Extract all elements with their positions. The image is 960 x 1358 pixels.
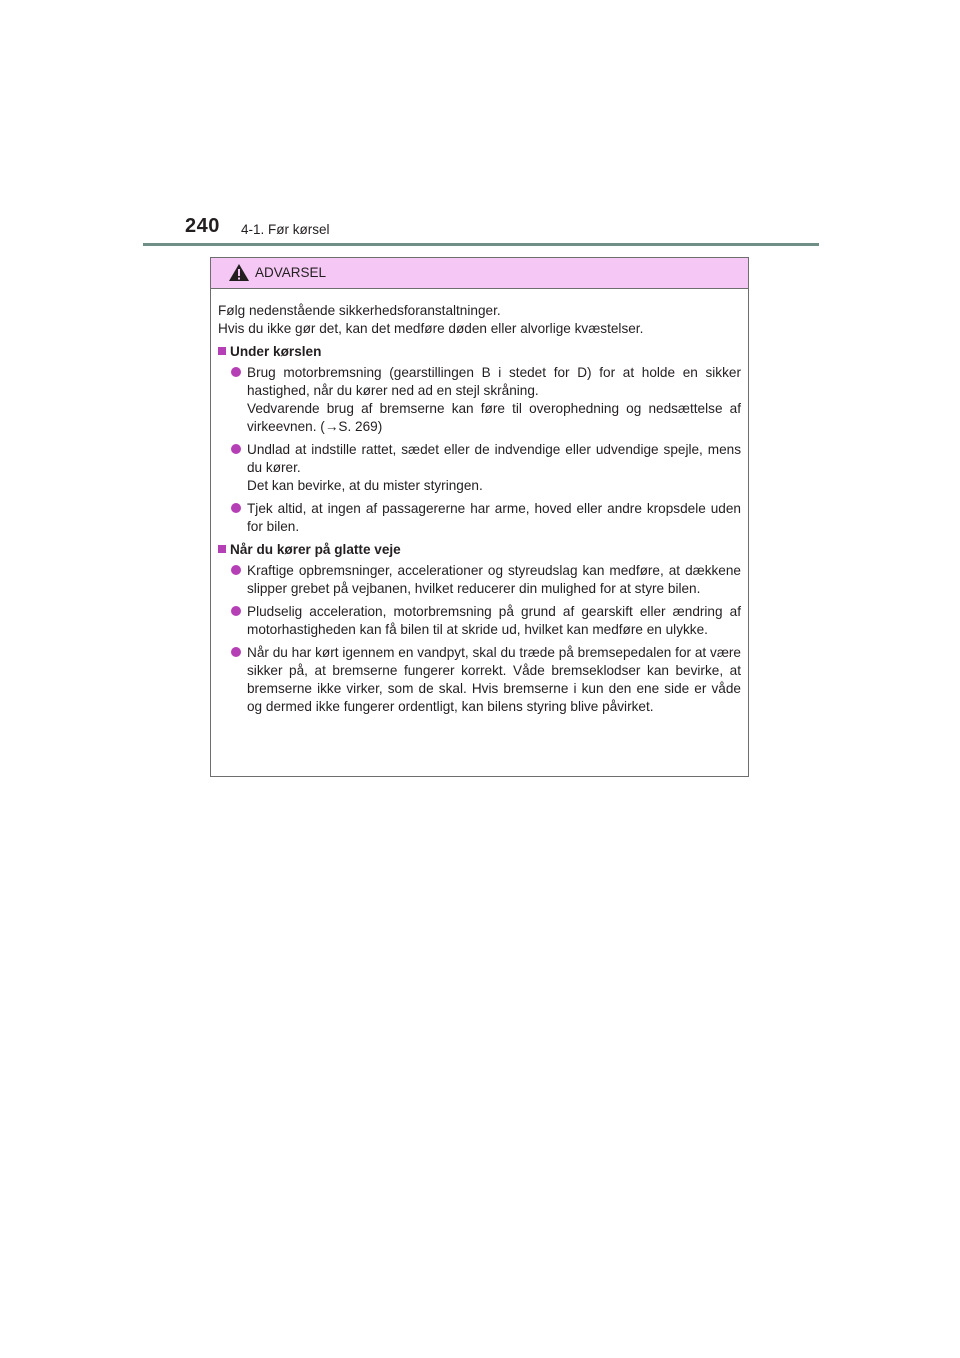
item-paragraph: Pludselig acceleration, motorbremsning på grund af gearskift eller ændring af motorhastigheden kan få bilen til at skride ud, hvilket kan medføre en ulykke. [247,604,741,637]
list-item [218,441,741,495]
page-number: 240 [185,215,220,237]
round-bullet-icon [231,367,241,377]
round-bullet-icon [231,606,241,616]
list-item [218,562,741,598]
section-heading [218,541,741,559]
section-driving [218,343,741,536]
square-bullet-icon [218,347,226,355]
section-heading-text: Når du kører på glatte veje [230,542,401,557]
warning-header [211,258,748,289]
section-title: 4-1. Før kørsel [241,222,330,237]
round-bullet-icon [231,647,241,657]
warning-title: ADVARSEL [255,265,327,280]
item-paragraph: Kraftige opbremsninger, accelerationer og styreudslag kan medføre, at dækkene slipper grebet på vejbanen, hvilket reducerer din mulighed for at styre bilen. [247,563,741,596]
warning-intro [218,302,741,338]
warning-box [210,257,749,777]
intro-line: Følg nedenstående sikkerhedsforanstaltninger. [218,303,501,318]
section-slippery-roads [218,541,741,716]
item-paragraph: Vedvarende brug af bremserne kan føre til overophedning og nedsættelse af virkeevnen. (→S. 269) [247,401,741,434]
warning-triangle-icon [228,263,250,282]
list-item [218,500,741,536]
item-paragraph: Undlad at indstille rattet, sædet eller de indvendige eller udvendige spejle, mens du kører. [247,442,741,475]
section-heading [218,343,741,361]
round-bullet-icon [231,565,241,575]
item-paragraph: Når du har kørt igennem en vandpyt, skal du træde på bremsepedalen for at være sikker på, at bremserne fungerer korrekt. Våde bremseklodser kan bevirke, at bremserne ikke virker, som de skal. Hvis bremserne i kun den ene side er våde og dermed ikke fungerer ordentligt, kan bilens styring blive påvirket. [247,645,741,714]
round-bullet-icon [231,503,241,513]
section-heading-text: Under kørslen [230,344,322,359]
intro-line: Hvis du ikke gør det, kan det medføre døden eller alvorlige kvæstelser. [218,321,644,336]
round-bullet-icon [231,444,241,454]
page-header [185,214,819,246]
item-paragraph: Tjek altid, at ingen af passagererne har arme, hoved eller andre kropsdele uden for bilen. [247,501,741,534]
item-paragraph: Det kan bevirke, at du mister styringen. [247,478,483,493]
list-item [218,364,741,436]
warning-body [211,289,748,716]
item-paragraph: Brug motorbremsning (gearstillingen B i stedet for D) for at holde en sikker hastighed, når du kører ned ad en stejl skråning. [247,365,741,398]
list-item [218,644,741,716]
square-bullet-icon [218,545,226,553]
header-rule [143,243,819,246]
list-item [218,603,741,639]
